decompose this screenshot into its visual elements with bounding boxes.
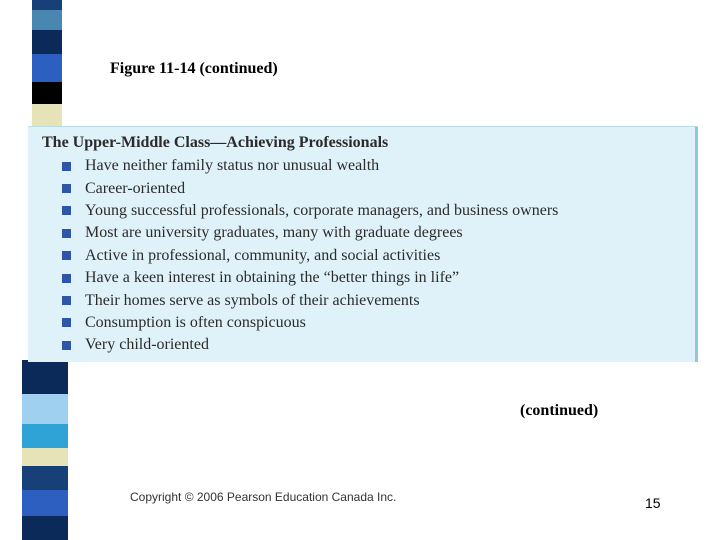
list-item-text: Consumption is often conspicuous [85, 313, 306, 331]
list-item [42, 334, 698, 356]
page-number: 15 [645, 495, 661, 511]
square-bullet-icon [62, 162, 71, 171]
square-bullet-icon [62, 229, 71, 238]
list-item-text: Active in professional, community, and social activities [85, 246, 441, 264]
list-item-text: Have a keen interest in obtaining the “better things in life” [85, 269, 460, 287]
stripe-block [32, 82, 62, 104]
list-item [42, 289, 698, 311]
list-item [42, 312, 698, 334]
square-bullet-icon [62, 274, 71, 283]
decorative-stripes-bottom [0, 360, 70, 540]
stripe-block [22, 360, 68, 394]
stripe-block [22, 424, 68, 448]
stripe-block [32, 104, 62, 128]
stripe-block [22, 490, 68, 516]
list-item-text: Young successful professionals, corporate managers, and business owners [85, 201, 559, 219]
list-item [42, 222, 698, 244]
square-bullet-icon [62, 318, 71, 327]
list-item [42, 200, 698, 222]
stripe-block [22, 516, 68, 540]
square-bullet-icon [62, 251, 71, 260]
square-bullet-icon [62, 341, 71, 350]
continued-label: (continued) [520, 402, 599, 419]
list-item [42, 177, 698, 199]
square-bullet-icon [62, 206, 71, 215]
list-item-text: Most are university graduates, many with graduate degrees [85, 224, 463, 242]
list-item [42, 245, 698, 267]
stripe-block [22, 448, 68, 466]
list-item-text: Very child-oriented [85, 336, 209, 354]
stripe-block [32, 0, 62, 10]
panel-heading: The Upper-Middle Class—Achieving Professionals [42, 134, 389, 151]
list-item-text: Their homes serve as symbols of their achievements [85, 291, 420, 309]
stripe-block [22, 466, 68, 490]
stripe-block [32, 30, 62, 54]
list-item-text: Have neither family status nor unusual wealth [85, 157, 380, 175]
decorative-stripes-top [0, 0, 70, 128]
stripe-block [22, 394, 68, 424]
list-item [42, 267, 698, 289]
copyright-notice: Copyright © 2006 Pearson Education Canada Inc. [130, 490, 397, 504]
square-bullet-icon [62, 296, 71, 305]
list-item [42, 155, 698, 177]
figure-title: Figure 11-14 (continued) [110, 60, 278, 77]
panel-edge [695, 127, 698, 362]
list-item-text: Career-oriented [85, 179, 186, 197]
bullet-list [42, 155, 698, 357]
stripe-block [32, 54, 62, 82]
square-bullet-icon [62, 184, 71, 193]
stripe-block [32, 10, 62, 30]
content-panel [28, 126, 698, 362]
